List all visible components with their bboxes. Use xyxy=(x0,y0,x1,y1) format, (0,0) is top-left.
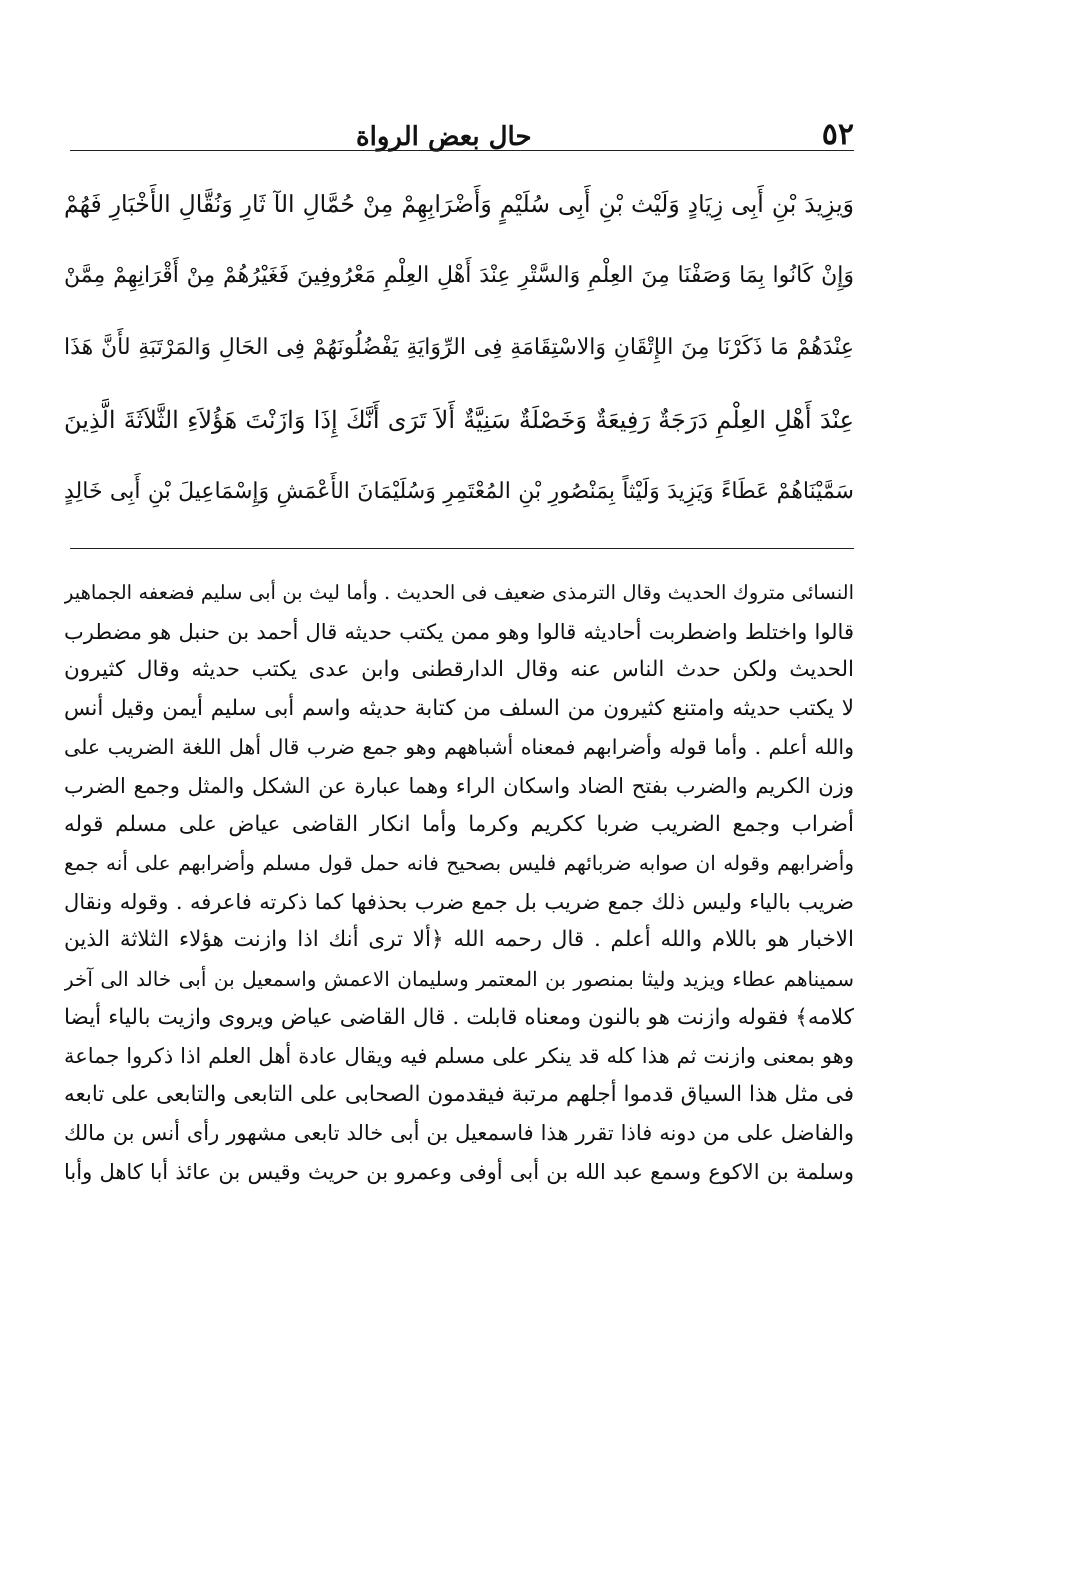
commentary-line: وأضرابهم وقوله ان صوابه ضربائهم فليس بصحيح فانه حمل قول مسلم وأضرابهم على أنه جمع xyxy=(64,851,854,876)
commentary-block xyxy=(64,574,854,1192)
commentary-line: والفاضل على من دونه فاذا تقرر هذا فاسمعيل بن أبى خالد تابعى مشهور رأى أنس بن مالك xyxy=(64,1121,854,1146)
main-text-line: وَيزِيدَ بْنِ أَبِى زِيَادٍ وَلَيْث بْنِ أَبِى سُلَيْمٍ وَأَضْرَابِهِمْ مِنْ حُمَّالِ الآ ثَارِ وَنُقَّالِ الأَخْبَارِ فَهُمْ xyxy=(64,190,854,218)
commentary-line: أضراب وجمع الضريب ضربا ككريم وكرما وأما انكار القاضى عياض على مسلم قوله xyxy=(64,811,854,837)
commentary-line: كلامه﴾ فقوله وازنت هو بالنون ومعناه قابلت . قال القاضى عياض ويروى وازيت بالياء أيضا xyxy=(64,1004,854,1030)
commentary-line: فى مثل هذا السياق قدموا أجلهم مرتبة فيقدمون الصحابى على التابعى والتابعى على تابعه xyxy=(64,1081,854,1107)
running-title: حال بعض الرواة xyxy=(356,122,532,152)
page-header xyxy=(66,108,854,150)
commentary-line: الحديث ولكن حدث الناس عنه وقال الدارقطنى وابن عدى يكتب حديثه وقال كثيرون xyxy=(64,657,854,683)
commentary-line: قالوا واختلط واضطربت أحاديثه قالوا وهو ممن يكتب حديثه قال أحمد بن حنبل هو مضطرب xyxy=(64,619,854,644)
commentary-line: ضريب بالياء وليس ذلك جمع ضريب بل جمع ضرب بحذفها كما ذكرته فاعرفه . وقوله ونقال xyxy=(64,889,854,914)
separator-rule xyxy=(70,548,854,549)
commentary-line: سميناهم عطاء ويزيد وليثا بمنصور بن المعتمر وسليمان الاعمش واسمعيل بن أبى خالد الى آخر xyxy=(64,966,854,991)
main-text-line: عِنْدَ أَهْلِ العِلْمِ دَرَجَةٌ رَفِيعَةٌ وَخَصْلَةٌ سَنِيَّةٌ أَلاَ تَرَى أَنَّكَ إِذَا وَازَنْتَ هَؤُلاَءِ الثَّلاَثَةَ الَّذِينَ xyxy=(64,406,854,434)
commentary-line: وهو بمعنى وازنت ثم هذا كله قد ينكر على مسلم فيه ويقال عادة أهل العلم اذا ذكروا جماعة xyxy=(64,1044,854,1069)
commentary-line: لا يكتب حديثه وامتنع كثيرون من السلف من كتابة حديثه واسم أبى سليم أيمن وقيل أنس xyxy=(64,695,854,721)
main-text-block xyxy=(64,168,854,528)
commentary-line: الاخبار هو باللام والله أعلم . قال رحمه الله ﴿ألا ترى أنك اذا وازنت هؤلاء الثلاثة الذين xyxy=(64,927,854,953)
main-text-line: سَمَّيْنَاهُمْ عَطَاءً وَيَزِيدَ وَلَيْثاً بِمَنْصُورِ بْنِ المُعْتَمِرِ وَسُلَيْمَانَ الأَعْمَشِ وَإِسْمَاعِيلَ بْنِ أَبِى خَالِدٍ xyxy=(64,479,854,504)
commentary-line: النسائى متروك الحديث وقال الترمذى ضعيف فى الحديث . وأما ليث بن أبى سليم فضعفه الجماهير xyxy=(64,581,854,604)
commentary-line: وسلمة بن الاكوع وسمع عبد الله بن أبى أوفى وعمرو بن حريث وقيس بن عائذ أبا كاهل وأبا xyxy=(64,1159,854,1184)
main-text-line: وَإِنْ كَانُوا بِمَا وَصَفْنَا مِنَ العِلْمِ وَالسَّتْرِ عِنْدَ أَهْلِ العِلْمِ مَعْرُوفِينَ فَغَيْرُهُمْ مِنْ أَقْرَانِهِمْ مِمَّنْ xyxy=(64,263,854,288)
page-number: ٥٢ xyxy=(821,117,854,152)
commentary-line: والله أعلم . وأما قوله وأضرابهم فمعناه أشباههم وهو جمع ضرب قال أهل اللغة الضريب على xyxy=(64,735,854,760)
main-text-line: عِنْدَهُمْ مَا ذَكَرْنَا مِنَ الإِتْقَانِ وَالاسْتِقَامَةِ فِى الرِّوَايَةِ يَفْضُلُونَهُمْ فِى الحَالِ وَالمَرْتَبَةِ لأَنَّ هَذَا xyxy=(64,335,854,360)
commentary-line: وزن الكريم والضرب بفتح الضاد واسكان الراء وهما عبارة عن الشكل والمثل وجمع الضرب xyxy=(64,773,854,798)
header-rule xyxy=(70,150,854,151)
